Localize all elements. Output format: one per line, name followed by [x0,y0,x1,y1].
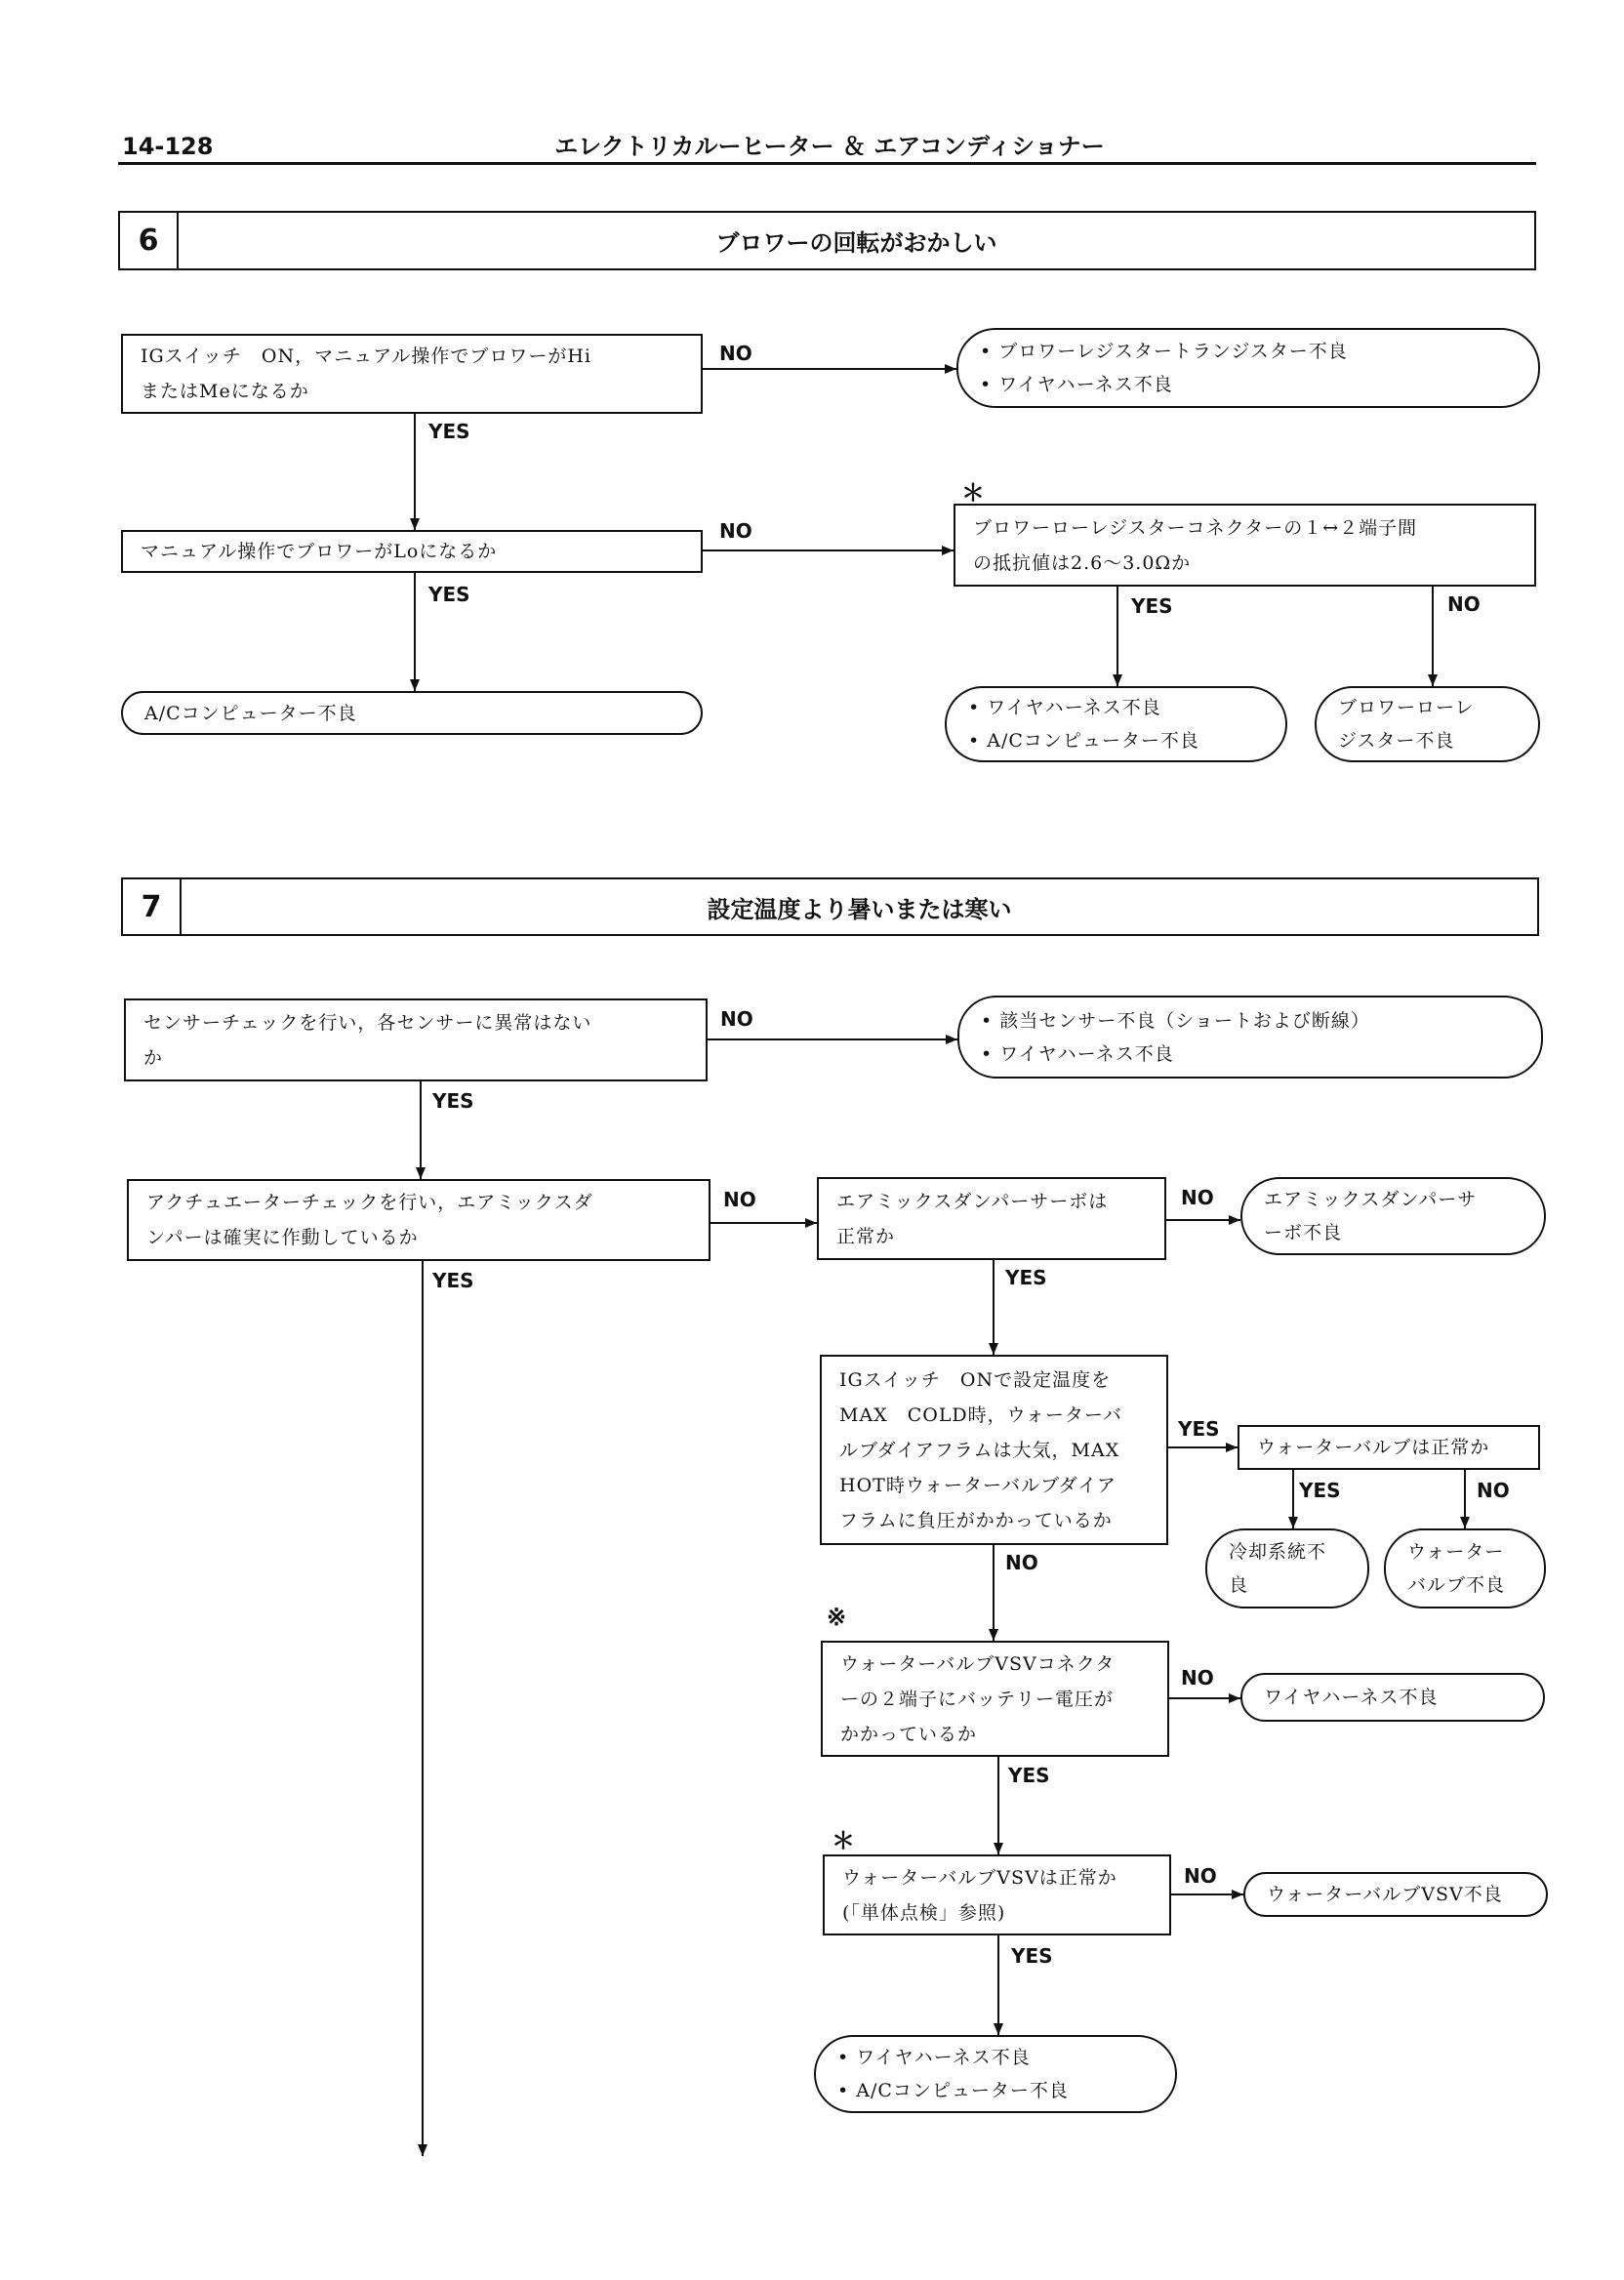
result-node-g [121,691,703,735]
node-text-line: マニュアル操作でブロワーがLoになるか [141,541,498,562]
node-text-line: • 該当センサー不良（ショートおよび断線） [981,1009,1370,1032]
node-text-line: • ワイヤハーネス不良 [968,697,1161,718]
edge-label-no: NO [1181,1666,1214,1690]
page-number: 14-128 [122,133,214,160]
result-node-t [1243,1872,1548,1917]
node-text-line: ルブダイアフラムは大気，MAX [839,1439,1120,1461]
node-text-line: フラムに負圧がかかっているか [839,1509,1113,1531]
result-node-e [945,686,1287,762]
arrowhead [416,1167,426,1179]
decision-node-k [817,1177,1166,1260]
node-text-line: ウォーターバルブVSVコネクタ [840,1652,1116,1675]
note-marker: ＊ [832,1826,855,1854]
result-node-i [957,996,1543,1079]
arrowhead [410,518,420,530]
arrowhead [1232,1890,1243,1899]
result-node-b [956,328,1540,408]
node-text-line: エアミックスダンパーサーボは [836,1190,1109,1212]
arrowhead [1229,1693,1240,1703]
edge-label-yes: YES [1178,1417,1220,1441]
arrowhead [1229,1215,1240,1225]
edge-label-yes: YES [428,583,470,606]
chapter-title: エレクトリカルーヒーター ＆ エアコンディショナー [554,133,1105,160]
decision-node-q [821,1641,1169,1757]
node-text-line: • ワイヤハーネス不良 [981,1042,1174,1065]
result-node-l [1240,1177,1546,1255]
node-text-line: アクチュエーターチェックを行い，エアミックスダ [146,1192,593,1213]
edge-label-yes: YES [1005,1266,1047,1289]
edge-label-no: NO [1477,1479,1510,1502]
node-text-line: ウォーターバルブVSVは正常か [842,1866,1117,1889]
arrowhead [1460,1517,1470,1528]
node-text-line: センサーチェックを行い，各センサーに異常はない [143,1011,592,1034]
arrowhead [1113,674,1122,686]
node-text-line: ーボ不良 [1264,1222,1343,1243]
node-text-line: (「単体点検」参照) [842,1901,1006,1924]
node-text-line: バルブ不良 [1407,1574,1506,1596]
decision-node-m [820,1355,1168,1545]
node-text-line: ウォーター [1407,1541,1505,1563]
edge-label-no: NO [719,342,752,365]
arrowhead [989,1343,998,1355]
arrowhead [994,1843,1003,1854]
edge-label-no: NO [1181,1186,1214,1209]
section-number: 6 [120,213,179,268]
edge-label-yes: YES [432,1269,474,1292]
node-text-line: の抵抗値は2.6〜3.0Ωか [973,551,1192,574]
result-node-f [1315,686,1540,762]
arrowhead [942,546,954,555]
node-text-line: かかっているか [840,1723,978,1745]
edge-label-no: NO [1447,592,1481,616]
edge-label-no: NO [719,519,752,543]
edge-label-yes: YES [1299,1479,1341,1502]
node-text-line: • ワイヤハーネス不良 [980,374,1173,395]
node-text-line: またはMeになるか [141,381,309,402]
node-text-line: IGスイッチ ONで設定温度を [839,1368,1112,1391]
decision-node-a [121,334,703,414]
edge-label-no: NO [1005,1551,1038,1574]
decision-node-c [121,530,703,573]
note-marker: ※ [827,1603,847,1631]
node-text-line: ンパーは確実に作動しているか [146,1227,419,1248]
decision-node-j [127,1179,710,1261]
node-text-line: ブロワーローレ [1338,697,1475,718]
node-text-line: 良 [1229,1574,1249,1596]
node-text-line: HOT時ウォーターバルブダイア [839,1474,1116,1496]
arrowhead [1428,674,1438,686]
arrowhead [418,2144,427,2156]
section-title: ブロワーの回転がおかしい [715,229,997,257]
node-text-line: ジスター不良 [1338,730,1455,752]
result-node-p [1384,1528,1546,1608]
arrowhead [945,364,956,374]
node-text-line: ーの２端子にバッテリー電圧が [840,1688,1115,1710]
result-node-u [814,2035,1177,2113]
decision-node-n [1238,1425,1540,1470]
arrowhead [989,1629,998,1641]
decision-node-d [954,504,1536,587]
edge-label-no: NO [723,1188,756,1211]
section-number: 7 [123,879,182,934]
node-text-line: • ブロワーレジスタートランジスター不良 [980,341,1348,362]
edge-label-yes: YES [432,1089,474,1113]
arrowhead [805,1218,817,1228]
node-text-line: ウォーターバルブVSV不良 [1267,1884,1503,1905]
edge-label-yes: YES [1008,1764,1050,1787]
result-node-o [1205,1528,1369,1608]
decision-node-h [124,998,708,1081]
node-text-line: か [143,1046,164,1069]
arrowhead [1226,1443,1238,1452]
node-text-line: 正常か [836,1225,896,1247]
node-text-line: • ワイヤハーネス不良 [837,2047,1031,2068]
note-marker: ＊ [961,478,985,507]
node-text-line: IGスイッチ ON，マニュアル操作でブロワーがHi [141,346,592,367]
result-node-r [1240,1673,1545,1722]
node-text-line: ブロワーローレジスターコネクターの１↔２端子間 [973,516,1418,539]
node-text-line: A/Cコンピューター不良 [144,702,357,724]
arrowhead [1288,1517,1298,1528]
section-title: 設定温度より暑いまたは寒い [707,895,1012,923]
arrowhead [946,1035,957,1044]
node-text-line: 冷却系統不 [1229,1541,1327,1563]
edge-label-yes: YES [428,420,470,443]
node-text-line: ワイヤハーネス不良 [1264,1687,1439,1708]
edge-label-no: NO [720,1007,753,1031]
node-text-line: • A/Cコンピューター不良 [968,730,1199,752]
edge-label-no: NO [1184,1864,1217,1888]
node-text-line: ウォーターバルブは正常か [1257,1437,1490,1458]
edge-label-yes: YES [1011,1944,1053,1968]
node-text-line: エアミックスダンパーサ [1264,1189,1478,1210]
arrowhead [994,2023,1003,2035]
node-text-line: • A/Cコンピューター不良 [837,2080,1069,2101]
edge-label-yes: YES [1131,594,1173,618]
node-text-line: MAX COLD時，ウォーターバ [839,1404,1122,1426]
arrowhead [410,679,420,691]
decision-node-s [823,1854,1171,1935]
